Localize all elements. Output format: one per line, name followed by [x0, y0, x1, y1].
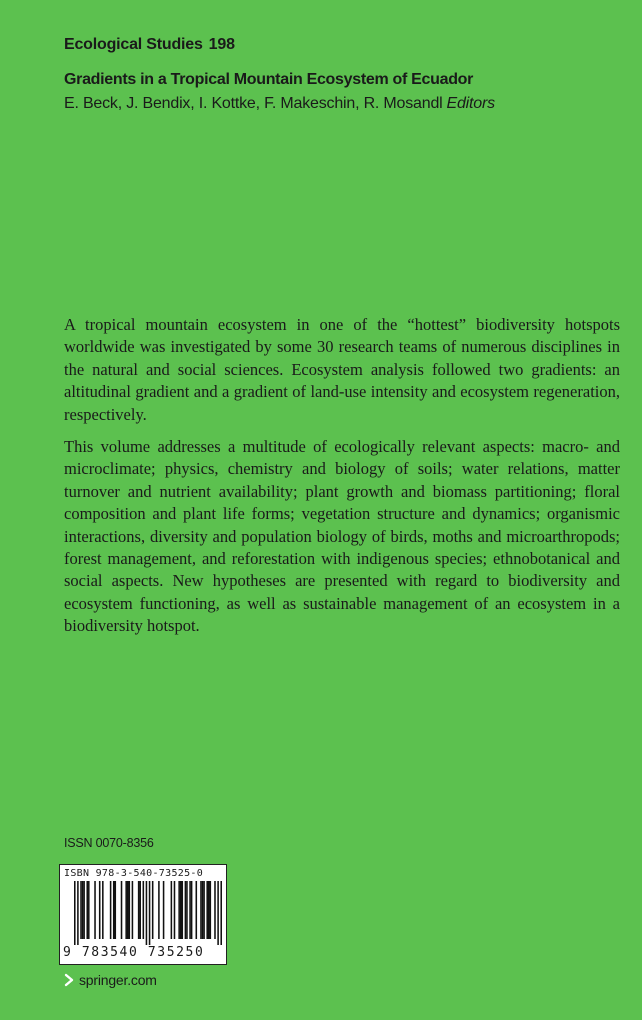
- barcode-bar: [99, 881, 101, 939]
- isbn-barcode: [59, 864, 227, 965]
- editors-line: [64, 95, 495, 113]
- barcode-bar: [220, 881, 222, 945]
- barcode-bar: [110, 881, 112, 939]
- editors-role: Editors: [446, 95, 495, 112]
- barcode-bar: [127, 881, 129, 939]
- barcode-bar: [158, 881, 160, 939]
- book-title: Gradients in a Tropical Mountain Ecosystem of Ecuador: [64, 71, 474, 88]
- series-name: Ecological Studies: [64, 36, 203, 53]
- publisher-link[interactable]: [64, 972, 157, 988]
- editor-names: E. Beck, J. Bendix, I. Kottke, F. Makeschin, R. Mosandl: [64, 95, 443, 112]
- barcode-bar: [185, 881, 187, 939]
- barcode-bar: [83, 881, 85, 939]
- barcode-bar: [74, 881, 76, 945]
- barcode-bar: [152, 881, 154, 939]
- barcode-bar: [180, 881, 182, 939]
- barcode-bar: [80, 881, 82, 939]
- barcode-bar: [191, 881, 193, 939]
- blurb-paragraph-1: A tropical mountain ecosystem in one of the “hottest” biodiversity hotspots worldwide was investigated by some 30 research teams of numerous disciplines in the natural and social sciences. Ecosystem analysis followed two gradients: an altitudinal gradient and a gradient of land-use intensity and ecosystem regeneration, respectively.: [64, 315, 620, 424]
- barcode-bar: [178, 881, 180, 939]
- barcode-bar: [174, 881, 176, 939]
- barcode-bar: [203, 881, 205, 939]
- barcode-bar: [94, 881, 96, 939]
- barcode-bar: [113, 881, 115, 939]
- isbn-text: ISBN 978-3-540-73525-0: [64, 868, 204, 879]
- back-cover-blurb: [64, 314, 620, 648]
- barcode-bar: [202, 881, 204, 939]
- barcode-bars: [74, 881, 222, 945]
- barcode-bar: [143, 881, 145, 939]
- barcode-bar: [186, 881, 188, 939]
- barcode-bar: [200, 881, 202, 939]
- barcode-bar: [196, 881, 198, 939]
- barcode-bar: [132, 881, 134, 939]
- barcode-bar: [77, 881, 79, 945]
- barcode-bar: [146, 881, 148, 945]
- barcode-bar: [125, 881, 127, 939]
- barcode-bar: [86, 881, 88, 939]
- series-volume: 198: [208, 36, 235, 53]
- barcode-bar: [82, 881, 84, 939]
- barcode-bar: [217, 881, 219, 945]
- barcode-bar: [208, 881, 210, 939]
- blurb-paragraph-2: This volume addresses a multitude of ecologically relevant aspects: macro- and microclimate; physics, chemistry and biology of soils; water relations, matter turnover and nutrient availability; plant growth and biomass partitioning; floral composition and plant life forms; vegetation structure and dynamics; organismic interactions, diversity and population biology of birds, moths and microarthropods; forest management, and reforestation with indigenous species; ethnobotanical and social aspects. New hypotheses are presented with regard to biodiversity and ecosystem functioning, as well as sustainable management of an ecosystem in a biodiversity hotspot.: [64, 437, 620, 636]
- ean-digits: 9 783540 735250: [63, 945, 205, 960]
- barcode-bar: [214, 881, 216, 939]
- issn-number: ISSN 0070-8356: [64, 836, 154, 850]
- barcode-bar: [121, 881, 123, 939]
- barcode-bar: [171, 881, 173, 939]
- chevron-right-icon: [64, 973, 74, 987]
- publisher-url: springer.com: [79, 972, 157, 988]
- series-heading: [64, 36, 235, 54]
- barcode-bar: [129, 881, 131, 939]
- barcode-bar: [88, 881, 90, 939]
- barcode-bar: [139, 881, 141, 939]
- barcode-bar: [102, 881, 104, 939]
- barcode-bar: [210, 881, 212, 939]
- barcode-bar: [115, 881, 117, 939]
- barcode-bar: [206, 881, 208, 939]
- barcode-bar: [181, 881, 183, 939]
- barcode-bar: [163, 881, 165, 939]
- barcode-bar: [189, 881, 191, 939]
- barcode-bar: [138, 881, 140, 939]
- barcode-bar: [149, 881, 151, 945]
